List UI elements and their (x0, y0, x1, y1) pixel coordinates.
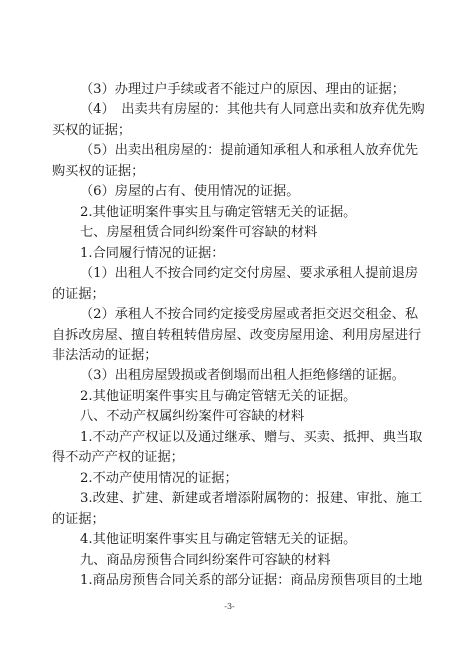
text-line: （4） 出卖共有房屋的：其他共有人同意出卖和放弃优先购 (80, 102, 425, 117)
text-line: 的证据； (52, 512, 105, 527)
text-line: 2.其他证明案件事实且与确定管辖无关的证据。 (80, 205, 357, 220)
text-line: 自拆改房屋、擅自转租转借房屋、改变房屋用途、利用房屋进行 (52, 328, 422, 343)
text-line: 1.商品房预售合同关系的部分证据：商品房预售项目的土地 (80, 573, 423, 588)
text-line: （6）房屋的占有、使用情况的证据。 (80, 184, 300, 199)
text-line: 1.合同履行情况的证据： (80, 246, 225, 261)
text-line: 4.其他证明案件事实且与确定管辖无关的证据。 (80, 532, 357, 547)
text-line: 2.不动产使用情况的证据； (80, 471, 238, 486)
text-line: 的证据； (52, 287, 105, 302)
text-line: 非法活动的证据； (52, 348, 158, 363)
text-line: （3）办理过户手续或者不能过户的原因、理由的证据； (80, 82, 405, 97)
text-line: 3.改建、扩建、新建或者增添附属物的：报建、审批、施工 (80, 491, 423, 506)
text-line: 买权的证据； (52, 123, 132, 138)
section-heading: 七、房屋租赁合同纠纷案件可容缺的材料 (80, 225, 318, 240)
text-line: （5）出卖出租房屋的：提前通知承租人和承租人放弃优先 (80, 143, 419, 158)
text-line: （1）出租人不按合同约定交付房屋、要求承租人提前退房 (80, 266, 419, 281)
text-line: 2.其他证明案件事实且与确定管辖无关的证据。 (80, 389, 357, 404)
page-number: -3- (224, 602, 235, 611)
text-line: 1.不动产产权证以及通过继承、赠与、买卖、抵押、典当取 (80, 430, 423, 445)
text-line: （3）出租房屋毁损或者倒塌而出租人拒绝修缮的证据。 (80, 368, 405, 383)
text-line: 购买权的证据； (52, 164, 145, 179)
section-heading: 九、商品房预售合同纠纷案件可容缺的材料 (80, 553, 331, 568)
section-heading: 八、不动产权属纠纷案件可容缺的材料 (80, 409, 305, 424)
text-line: 得不动产产权的证据； (52, 450, 184, 465)
text-line: （2）承租人不按合同约定接受房屋或者拒交迟交租金、私 (80, 307, 419, 322)
